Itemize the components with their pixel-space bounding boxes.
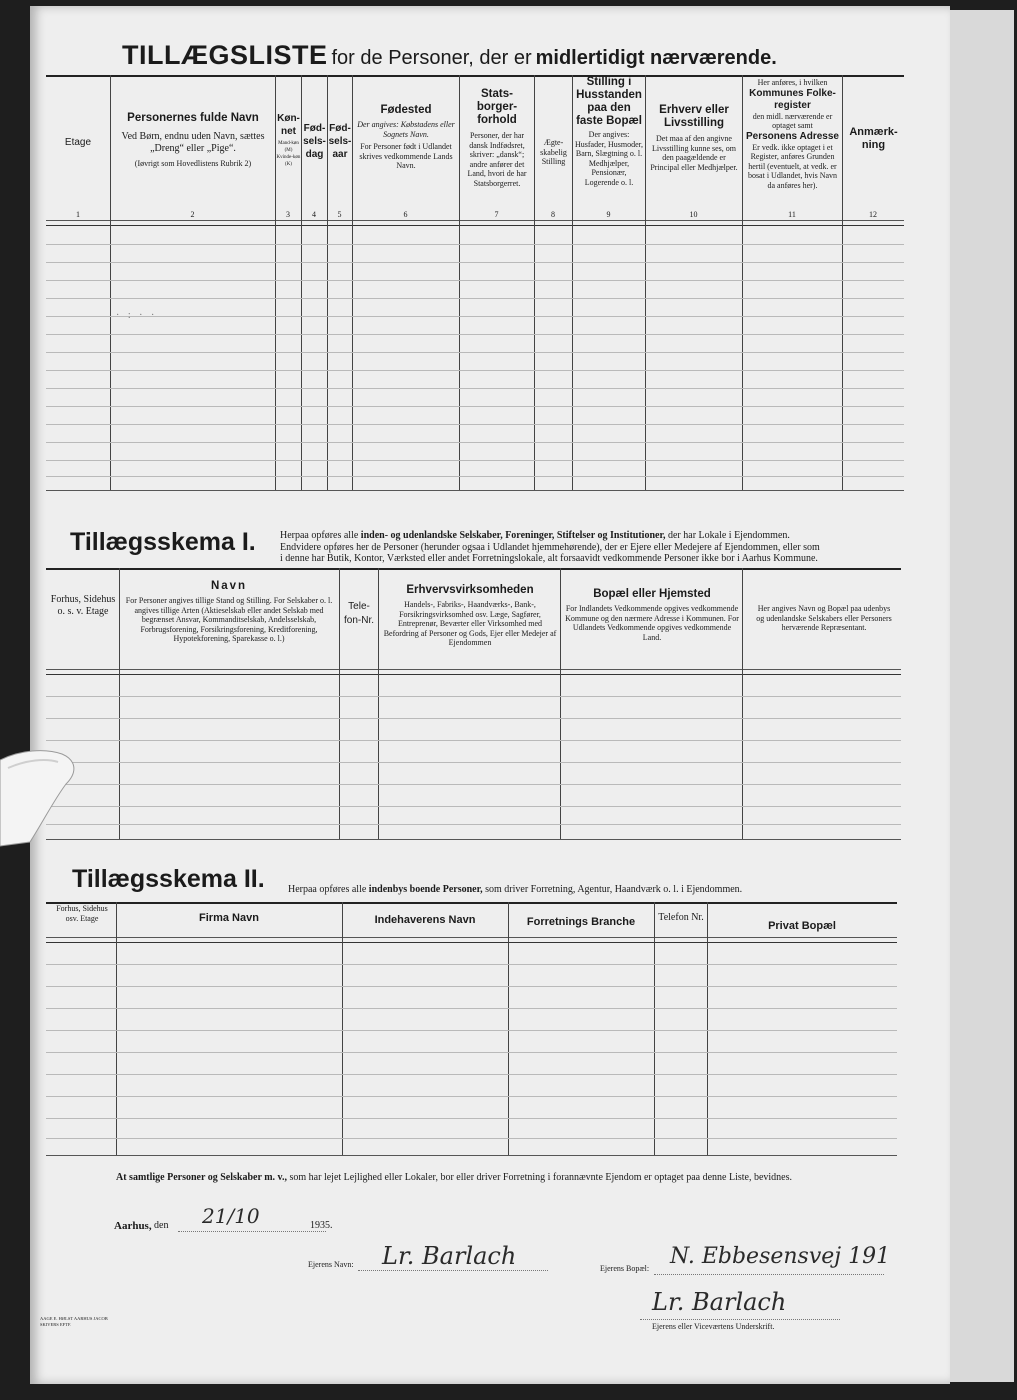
skema1-title: Tillægsskema I. [70, 528, 256, 556]
col-fodested-header [356, 104, 456, 171]
skema1-col-bopael-title: Bopæl eller Hjemsted [593, 588, 711, 600]
title-rest-1: for de Personer, der er [331, 47, 532, 69]
col-name-header [112, 112, 274, 169]
col-register-title: Kommunes Folke-register [749, 87, 836, 111]
col-anmaerkning-header [843, 126, 904, 152]
skema2-col-telefon: Telefon Nr. [658, 912, 704, 923]
col-anmaerkning-title: Anmærk-ning [849, 126, 898, 151]
skema1-col-erhverv-title: Erhvervsvirksomheden [406, 584, 534, 596]
col-etage-header [46, 136, 110, 149]
skema1-intro-b: inden- og udenlandske Selskaber, Foreninger, Stiftelser og Institutioner, [360, 530, 666, 541]
footer-den: den [154, 1220, 169, 1231]
skema2-col-firma: Firma Navn [199, 912, 259, 924]
col-fodested-note: Der angives: Købstadens eller Sognets Navn. [357, 120, 455, 139]
owner-address-handwritten: N. Ebbesensvej 191 [670, 1244, 891, 1269]
footer-statement-a: At samtlige Personer og Selskaber m. v., [116, 1172, 288, 1183]
title-rest-2: midlertidigt nærværende. [535, 47, 777, 69]
col-etage-title: Etage [64, 137, 92, 148]
skema1-intro-line2: Endvidere opføres her de Personer (herunder ogsaa i Udlandet hjemmehørende), der er Ejere eller Medejere af Ejendommen, eller som [280, 541, 820, 553]
skema2-col-indehaver: Indehaverens Navn [374, 914, 476, 926]
skema1-col-bopael [564, 588, 740, 642]
printer-imprint: AAGE E. HØLST AARHUS JACOB SKIVERS EFTF. [40, 1316, 108, 1327]
title-main: TILLÆGSLISTE [122, 40, 328, 70]
col-name-note: Ved Børn, endnu uden Navn, sættes „Dreng“ eller „Pige“. [121, 131, 265, 154]
skema2-col-bopael: Privat Bopæl [768, 920, 836, 932]
skema1-col-etage: Forhus, Sidehus o. s. v. Etage [50, 594, 116, 617]
skema1-intro-line3: i denne har Butik, Kontor, Værksted eller andet Forretningslokale, alt forsaavidt vedkommende Personer ikke bor i Aarhus Kommune. [280, 553, 818, 564]
col-num-2: 2 [190, 210, 195, 219]
skema1-col-bopael-note: For Indlandets Vedkommende opgives vedkommende Kommune og den nærmere Adresse i Kommunen. For Udlandets Vedkommende opgives vedkommende Land. [565, 604, 739, 642]
col-num-12: 12 [869, 210, 877, 219]
skema1-col-telefon [340, 600, 378, 628]
skema1-col-erhverv-note: Handels-, Fabriks-, Haandværks-, Bank-, Forsikringsvirksomhed osv. Læge, Sagfører, Entreprenør, Beværter eller Virksomhed med Befordring af Personer og Gods, Ejer eller Medejer af Ejendommen [383, 600, 557, 647]
thumb-shape [0, 740, 90, 850]
col-name-title: Personernes fulde Navn [127, 112, 259, 124]
col-num-1: 1 [76, 210, 80, 219]
col-num-4: 4 [312, 210, 316, 219]
footer-year: 1935. [310, 1220, 333, 1231]
col-stats-header [461, 88, 533, 188]
col-num-6: 6 [403, 210, 408, 219]
skema2-col-branche: Forretnings Branche [526, 916, 636, 928]
skema1-col-repr-note: Her angives Navn og Bopæl paa udenbys og udenlandske Selskabers eller Personers herværende Repræsentant. [756, 604, 892, 632]
col-stats-note: Personer, der har dansk Indfødsret, skriver: „dansk“; andre anfører det Land, hvori de har Statsborgerret. [467, 131, 527, 188]
skema2-intro-c: som driver Forretning, Agentur, Haandværk o. l. i Ejendommen. [485, 884, 743, 895]
col-num-7: 7 [494, 210, 499, 219]
skema1-col-repr [754, 604, 894, 633]
adjacent-page-edge [944, 10, 1014, 1382]
skema2-col-etage: Forhus, Sidehus osv. Etage [56, 904, 108, 923]
skema2-intro [288, 884, 742, 895]
col-aegteskab-title: Ægte-skabelig Stilling [540, 138, 567, 166]
col-erhverv-note: Det maa af den angivne Livsstilling kunne ses, om den paagældende er Principal eller Medhjælper. [650, 134, 738, 172]
col-register-note2: Er vedk. ikke optaget i et Register, anføres Grunden hertil (eventuelt, at vedk. er bosat i Udlandet, hvis Navn da anføres her). [747, 142, 838, 190]
signature-label: Ejerens eller Viceværtens Underskrift. [652, 1322, 775, 1331]
col-num-10: 10 [689, 210, 698, 219]
page-title [122, 40, 777, 71]
col-register-note: den midl. nærværende er optaget samt [752, 111, 833, 130]
footer-place: Aarhus, [114, 1220, 152, 1232]
skema2-title: Tillægsskema II. [72, 865, 265, 893]
col-fodselsdag-title: Fød-sels-dag [303, 123, 326, 160]
col-register-pre: Her anføres, i hvilken [757, 78, 828, 87]
skema1-intro [280, 530, 900, 565]
skema1-intro-a: Herpaa opføres alle [280, 530, 359, 541]
col-num-3: 3 [286, 210, 290, 219]
col-name-note2: (Iøvrigt som Hovedlistens Rubrik 2) [134, 159, 252, 168]
skema1-col-navn-title: Navn [210, 580, 248, 592]
ink-smudge: · : · · [116, 310, 158, 321]
col-register-header [744, 78, 841, 190]
col-kon-header [276, 112, 301, 168]
skema1-col-erhverv [382, 584, 558, 648]
owner-name-handwritten: Lr. Barlach [382, 1242, 517, 1270]
col-num-11: 11 [788, 210, 796, 219]
skema2-intro-a: Herpaa opføres alle [288, 884, 367, 895]
owner-address-label: Ejerens Bopæl: [600, 1264, 650, 1273]
col-register-title2: Personens Adresse [745, 130, 839, 142]
skema1-col-navn-note: For Personer angives tillige Stand og Stilling. For Selskaber o. l. angives tillige Arten (Aktieselskab eller andet Selskab med begrænset Ansvar, Kommanditselskab, Andelsselskab, Forbrugsforening, Forsikringsforening, Kreditforening, Hypotekforening, Sparekasse o. l.) [125, 596, 333, 643]
col-num-5: 5 [337, 210, 342, 219]
footer-statement [116, 1172, 792, 1183]
skema1-col-navn [122, 580, 336, 644]
col-stilling-header [574, 76, 644, 187]
census-form-page [30, 6, 950, 1384]
col-num-9: 9 [606, 210, 611, 219]
signature-handwritten: Lr. Barlach [652, 1288, 787, 1316]
footer-date-handwritten: 21/10 [202, 1204, 260, 1228]
col-stats-title: Stats-borger-forhold [476, 88, 518, 126]
footer-statement-b: som har lejet Lejlighed eller Lokaler, bor eller driver Forretning i forannævnte Ejendom er optaget paa denne Liste, bevidnes. [289, 1172, 792, 1183]
col-num-8: 8 [551, 210, 555, 219]
col-fodselsaar-header [328, 122, 352, 161]
col-fodested-title: Fødested [380, 104, 432, 116]
col-erhverv-title: Erhverv eller Livsstilling [659, 104, 729, 129]
col-fodested-note2: For Personer født i Udlandet skrives vedkommende Lands Navn. [359, 142, 453, 170]
col-erhverv-header [647, 104, 741, 172]
col-aegteskab-header [535, 138, 572, 167]
skema1-col-telefon-title: Tele-fon-Nr. [343, 601, 374, 626]
owner-name-label: Ejerens Navn: [308, 1260, 354, 1269]
col-stilling-note: Der angives: Husfader, Husmoder, Barn, Slægtning o. l. Medhjælper, Pensionær, Logerende o. l. [574, 130, 643, 187]
col-fodselsaar-title: Fød-sels-aar [328, 123, 352, 160]
skema2-intro-b: indenbys boende Personer, [368, 884, 483, 895]
col-kon-title: Køn-net [277, 113, 300, 137]
col-stilling-title: Stilling i Husstanden paa den faste Bopæl [576, 76, 642, 127]
col-kon-note: Mand-køn (M) Kvinde-køn (K) [276, 141, 301, 167]
col-fodselsdag-header [302, 122, 327, 161]
skema1-intro-c: der har Lokale i Ejendommen. [667, 530, 790, 541]
